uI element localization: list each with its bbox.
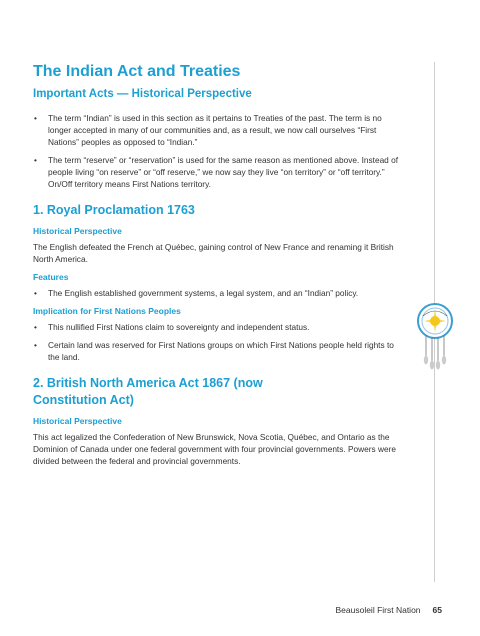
bullet: • <box>34 340 37 350</box>
page-content <box>33 62 405 473</box>
heading-line: Constitution Act) <box>33 393 134 407</box>
list-item <box>33 339 405 363</box>
historical-perspective-text: This act legalized the Confederation of New Brunswick, Nova Scotia, Québec, and Ontario as the Dominion of Canada under one federal government with four provincial governments. Powers were divided between the federal and provincial governments. <box>33 432 396 466</box>
list-item <box>33 112 405 148</box>
bullet: • <box>34 113 37 123</box>
beausoleil-emblem-icon <box>414 302 456 372</box>
bullet: • <box>34 288 37 298</box>
list-item <box>33 154 405 190</box>
bullet-text: The term “Indian” is used in this section as it pertains to Treaties of the past. The term is no longer accepted in many of our communities and, as a result, we now call ourselves “First Nations” peoples as opposed to “Indian.” <box>48 113 382 147</box>
section-heading-royal-proclamation: 1. Royal Proclamation 1763 <box>33 203 195 217</box>
historical-perspective-text: The English defeated the French at Québec, gaining control of New France and renaming it British North America. <box>33 242 394 264</box>
page-number: 65 <box>432 605 442 615</box>
section-heading-bna-act <box>33 375 405 409</box>
page-footer <box>335 605 442 615</box>
page-title: The Indian Act and Treaties <box>33 63 241 80</box>
features-list <box>33 287 405 299</box>
implications-list <box>33 321 405 363</box>
list-item <box>33 287 405 299</box>
implication-label: Implication for First Nations Peoples <box>33 306 181 316</box>
bullet: • <box>34 155 37 165</box>
bullet-text: Certain land was reserved for First Nations groups on which First Nations people held rights to the land. <box>48 340 394 362</box>
bullet-text: The term “reserve” or “reservation” is used for the same reason as mentioned above. Instead of people living “on reserve” or “off reserve,” we now say they live “on territory” or “off territory.” On/Off territory means First Nations territory. <box>48 155 399 189</box>
list-item <box>33 321 405 333</box>
bullet-text: This nullified First Nations claim to sovereignty and independent status. <box>48 322 310 332</box>
historical-perspective-label: Historical Perspective <box>33 226 122 236</box>
historical-perspective-label: Historical Perspective <box>33 416 122 426</box>
features-label: Features <box>33 272 69 282</box>
page-subtitle: Important Acts — Historical Perspective <box>33 88 252 100</box>
bullet-text: The English established government systems, a legal system, and an “Indian” policy. <box>48 288 359 298</box>
heading-line: 2. British North America Act 1867 (now <box>33 376 263 390</box>
bullet: • <box>34 322 37 332</box>
footer-org: Beausoleil First Nation <box>335 605 421 615</box>
intro-bullet-list <box>33 112 405 190</box>
